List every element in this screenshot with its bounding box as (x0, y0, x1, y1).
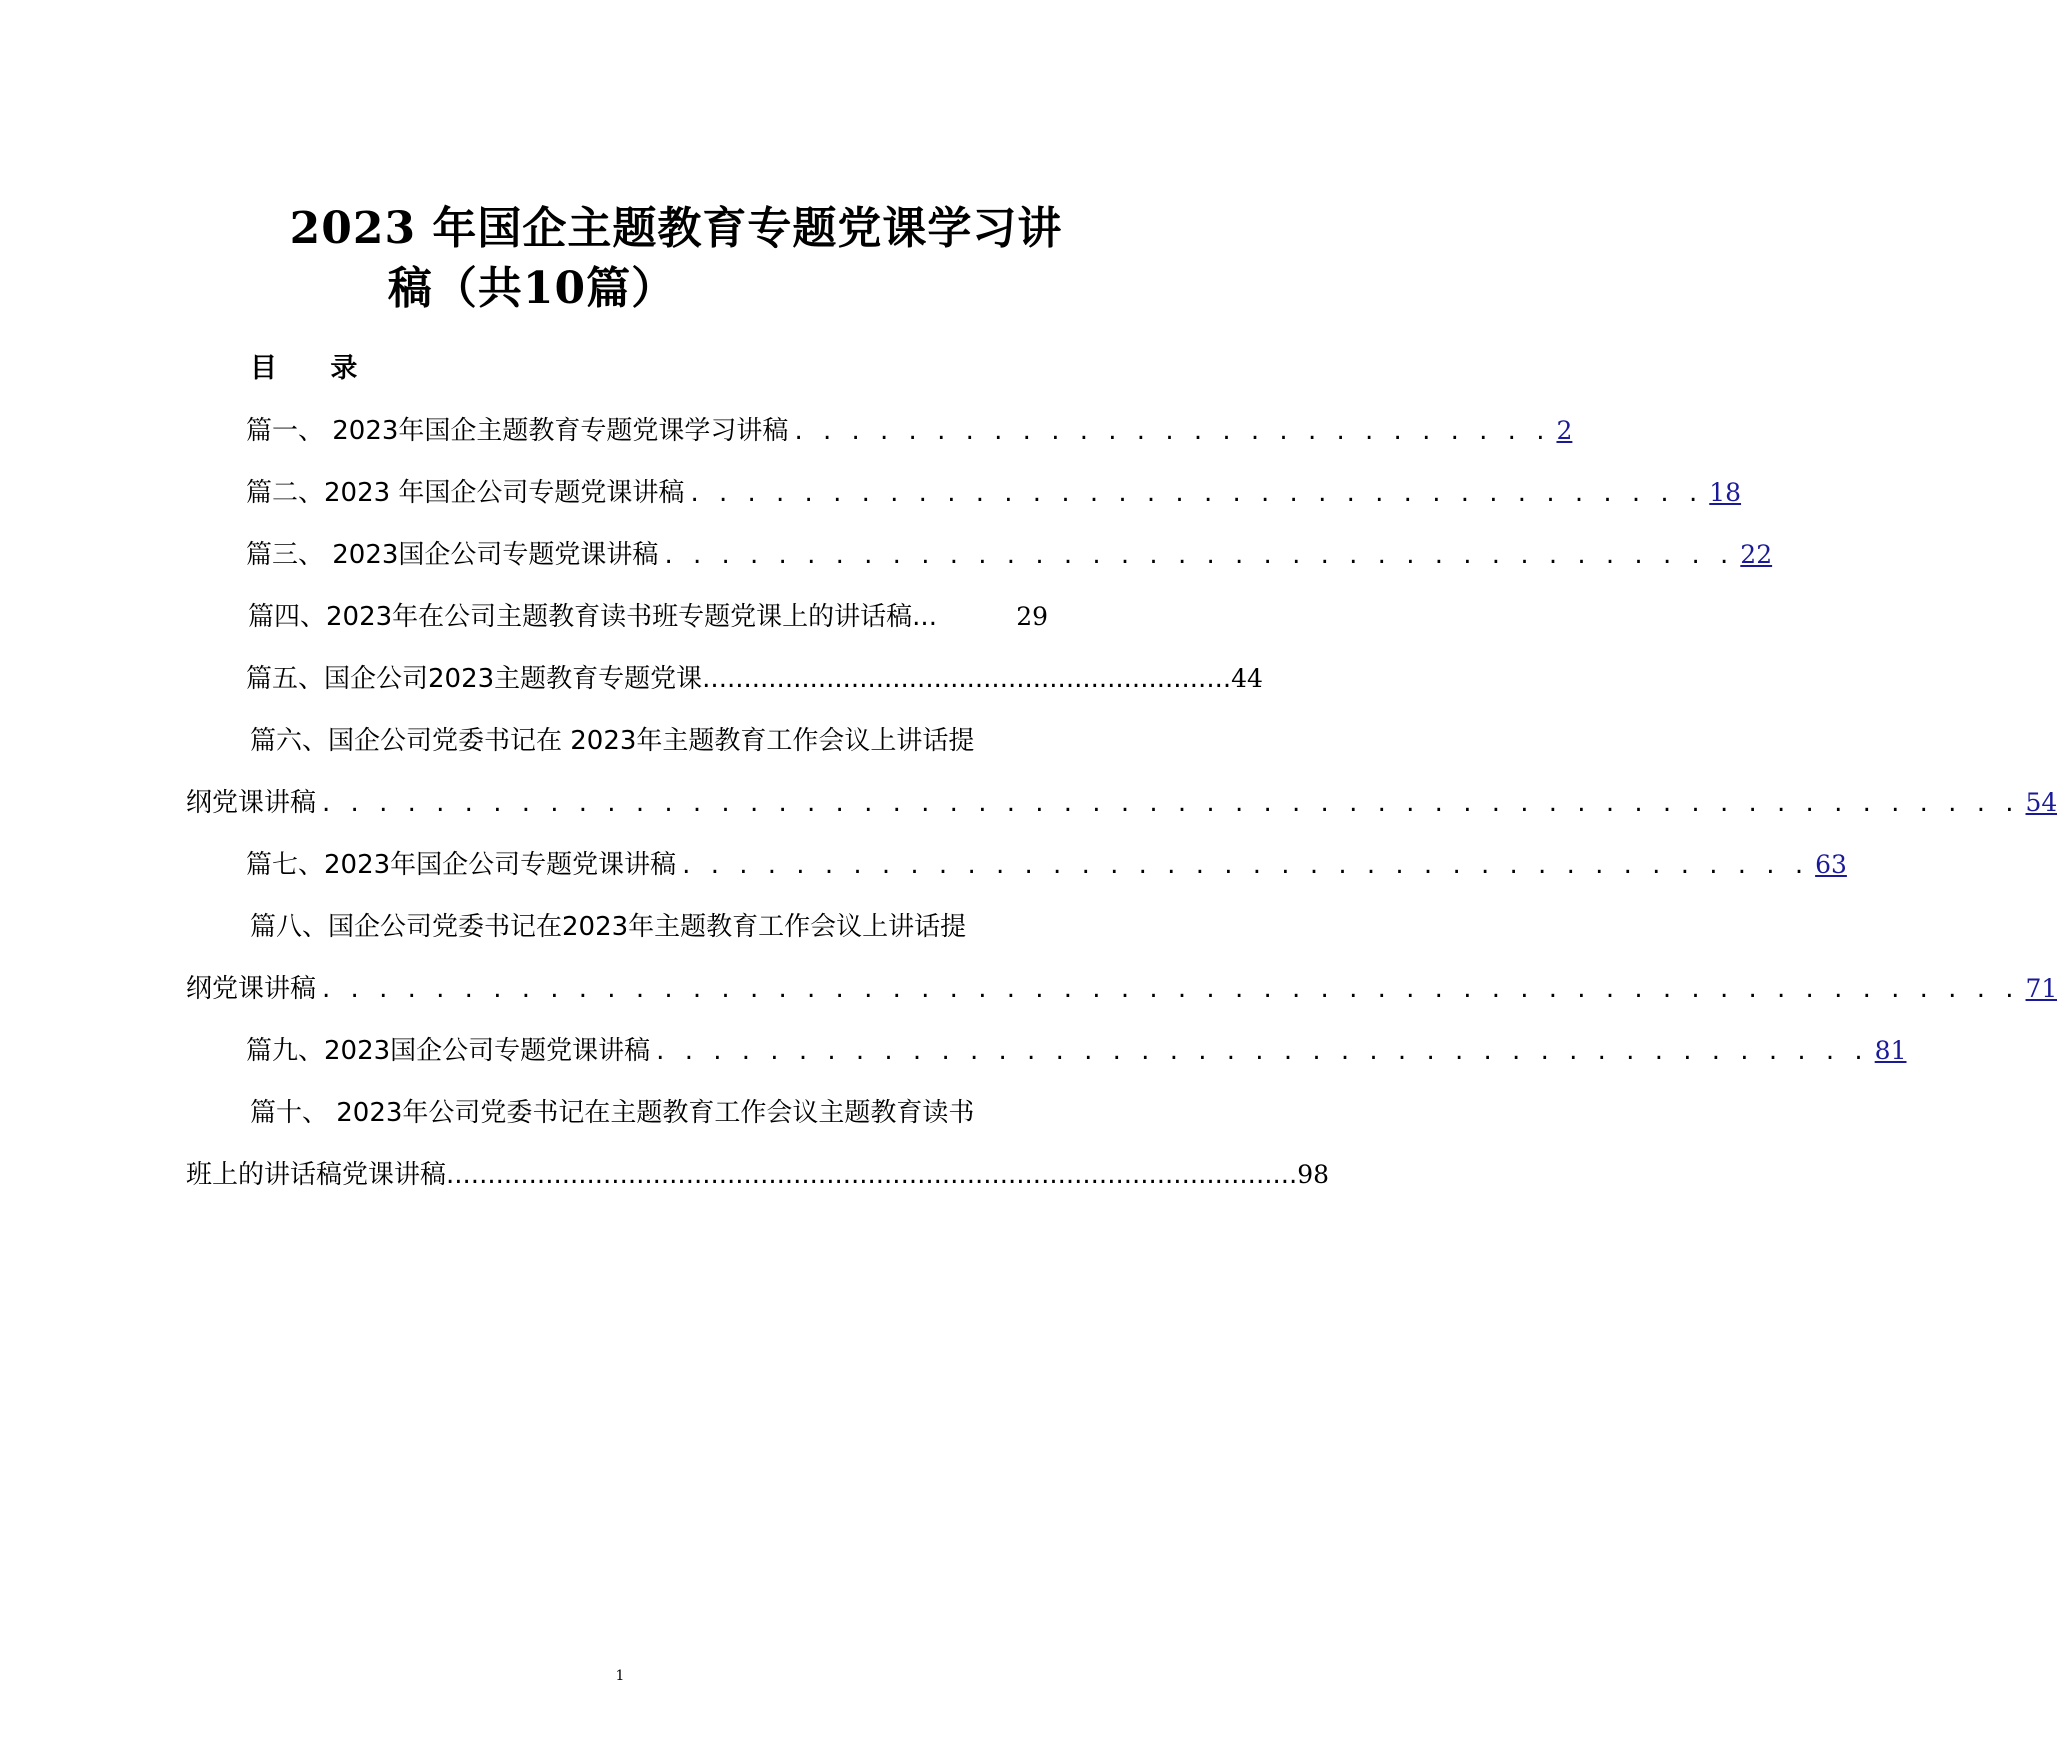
toc-entry-label: 篇一、 2023年国企主题教育专题党课学习讲稿 (246, 416, 789, 446)
toc-entry-8-line2[interactable] (186, 968, 2057, 1008)
toc-entry-label: 篇十、 2023年公司党委书记在主题教育工作会议主题教育读书 (250, 1098, 975, 1128)
toc-entry-label: 纲党课讲稿 (186, 974, 317, 1004)
toc-entry-8-line1[interactable] (250, 906, 1050, 946)
toc-leader-dots: ....................................................................................................... (446, 1160, 1298, 1190)
toc-leader-dots: . . . . . . . . . . . . . . . . . . . . . . . . . . . . . . . . . . . . (690, 478, 1704, 508)
toc-page-link[interactable]: 22 (1740, 540, 1773, 569)
toc-page-link[interactable]: 81 (1874, 1036, 1907, 1065)
toc-entry-label: 篇九、2023国企公司专题党课讲稿 (246, 1036, 651, 1066)
document-title-line1: 2023 年国企主题教育专题党课学习讲 (289, 203, 1063, 254)
toc-entry-label: 纲党课讲稿 (186, 788, 317, 818)
toc-entry-label: 篇五、国企公司2023主题教育专题党课 (246, 664, 703, 694)
toc-page-number: 44 (1231, 664, 1263, 693)
toc-page-link[interactable]: 2 (1556, 416, 1573, 445)
toc-entry-label: 篇七、2023年国企公司专题党课讲稿 (246, 850, 677, 880)
toc-entry-label: 篇八、国企公司党委书记在2023年主题教育工作会议上讲话提 (250, 912, 967, 942)
toc-entry-5[interactable] (246, 658, 1263, 698)
toc-entry-4[interactable] (248, 596, 1048, 636)
toc-entry-1[interactable] (246, 410, 1573, 450)
toc-page-number: 98 (1297, 1160, 1330, 1189)
toc-entry-7[interactable] (246, 844, 1847, 884)
toc-entry-10-line2[interactable] (186, 1154, 1330, 1194)
toc-entry-2[interactable] (246, 472, 1742, 512)
toc-leader-dots: ................................................................ (702, 664, 1232, 694)
toc-entry-10-line1[interactable] (250, 1092, 1050, 1132)
toc-leader-dots: ... (912, 602, 937, 632)
toc-entry-3[interactable] (246, 534, 1773, 574)
toc-leader-dots: . . . . . . . . . . . . . . . . . . . . . . . . . . . . . . . . . . . . . . . . . . . . . . . . . . . . . . . . . . . . (322, 788, 2020, 818)
toc-entry-label: 篇二、2023 年国企公司专题党课讲稿 (246, 478, 685, 508)
toc-page-link[interactable]: 63 (1815, 850, 1847, 879)
toc-leader-dots: . . . . . . . . . . . . . . . . . . . . . . . . . . . . . . . . . . . . . . . . (682, 850, 1810, 880)
toc-page-link[interactable]: 18 (1709, 478, 1742, 507)
toc-entry-label: 班上的讲话稿党课讲稿 (186, 1160, 447, 1190)
document-title-line2: 稿（共10篇） (387, 263, 677, 314)
toc-entry-6-line2[interactable] (186, 782, 2057, 822)
toc-leader-dots: . . . . . . . . . . . . . . . . . . . . . . . . . . . (794, 416, 1551, 446)
toc-entry-6-line1[interactable] (250, 720, 1050, 760)
toc-page-link[interactable]: 54 (2025, 788, 2057, 817)
toc-entry-label: 篇六、国企公司党委书记在 2023年主题教育工作会议上讲话提 (250, 726, 975, 756)
toc-entry-9[interactable] (246, 1030, 1907, 1070)
page-number: 1 (615, 1668, 625, 1684)
toc-heading: 目 录 (250, 353, 380, 384)
toc-page-link[interactable]: 71 (2025, 974, 2057, 1003)
toc-entry-label: 篇三、 2023国企公司专题党课讲稿 (246, 540, 659, 570)
toc-leader-dots: . . . . . . . . . . . . . . . . . . . . . . . . . . . . . . . . . . . . . . . . . . . (656, 1036, 1869, 1066)
toc-leader-dots: . . . . . . . . . . . . . . . . . . . . . . . . . . . . . . . . . . . . . . . . . . . . . . . . . . . . . . . . . . . . (322, 974, 2020, 1004)
toc-leader-dots: . . . . . . . . . . . . . . . . . . . . . . . . . . . . . . . . . . . . . . (664, 540, 1735, 570)
toc-page-number: 29 (1016, 602, 1048, 631)
toc-entry-label: 篇四、2023年在公司主题教育读书班专题党课上的讲话稿 (248, 602, 913, 632)
